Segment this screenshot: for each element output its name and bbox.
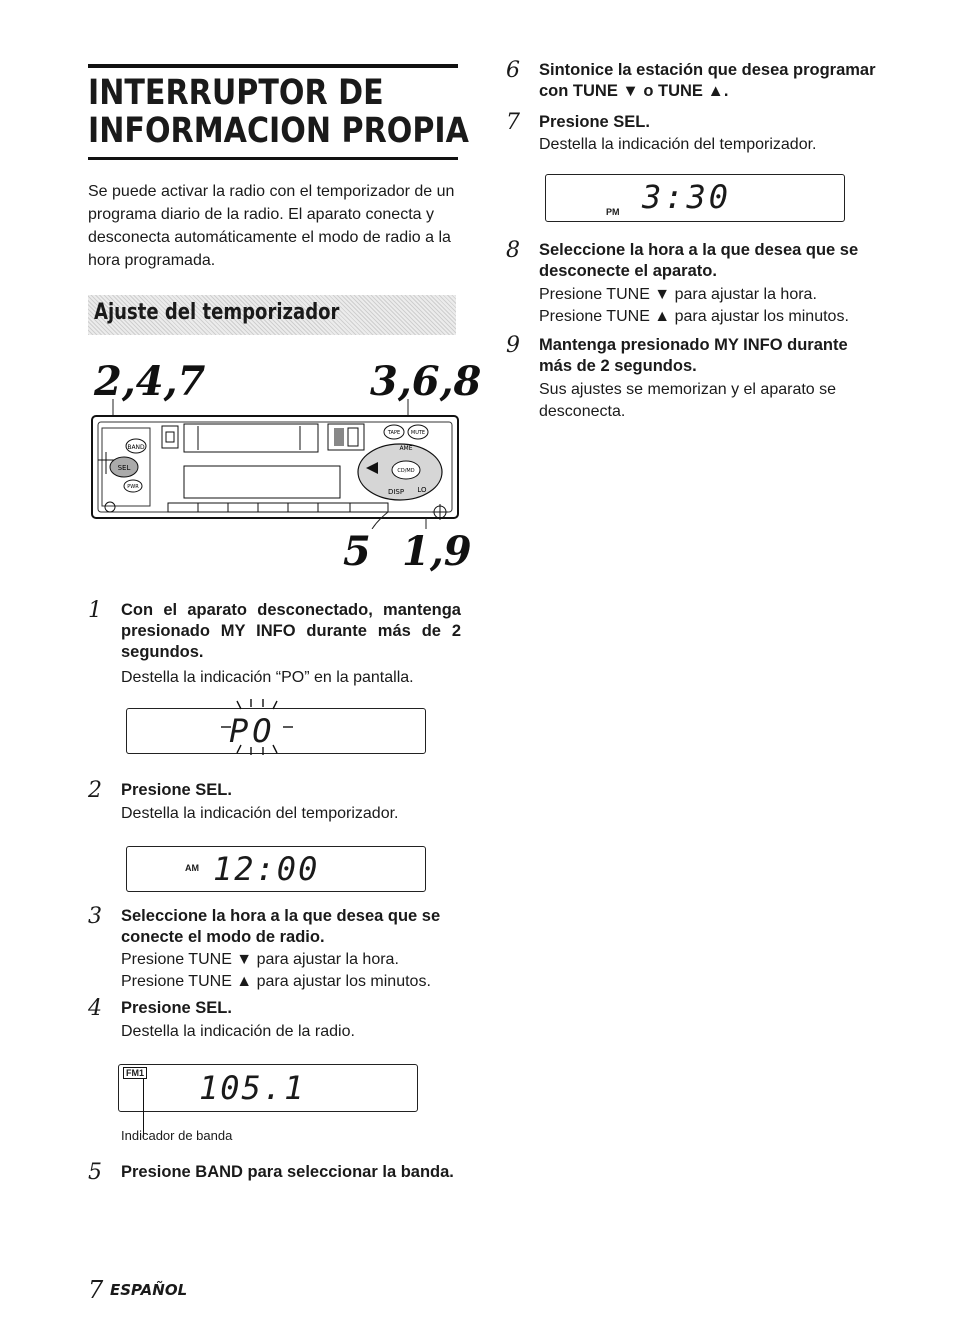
- display-step-1: [126, 708, 426, 754]
- step-8-line-2: Presione TUNE ▲ para ajustar los minutos.: [539, 308, 849, 325]
- step-2-text: Destella la indicación del temporizador.: [121, 805, 399, 822]
- step-3-number: 3: [88, 904, 102, 929]
- step-3-line-1: Presione TUNE ▼ para ajustar la hora.: [121, 951, 399, 968]
- step-5-number: 5: [88, 1160, 102, 1185]
- step-4-text: Destella la indicación de la radio.: [121, 1023, 355, 1040]
- callout-top-left: 2,4,7: [94, 358, 206, 405]
- svg-text:TAPE: TAPE: [387, 430, 401, 436]
- step-2-number: 2: [88, 778, 102, 803]
- step-3-text: [121, 949, 466, 993]
- page-title-line-1: INTERRUPTOR DE: [88, 73, 384, 113]
- step-9-text: Sus ajustes se memorizan y el aparato se desconecta.: [539, 381, 837, 420]
- page-language: ESPAÑOL: [110, 1281, 188, 1299]
- section-heading: [88, 295, 456, 335]
- title-bottom-rule: [88, 157, 458, 160]
- svg-text:DISP: DISP: [387, 488, 405, 496]
- step-7-text: Destella la indicación del temporizador.: [539, 136, 817, 153]
- svg-text:LO: LO: [417, 486, 427, 494]
- step-3-heading: Seleccione la hora a la que desea que se conecte el modo de radio.: [121, 907, 441, 946]
- display-step-2: [126, 846, 426, 892]
- step-4-number: 4: [88, 996, 102, 1021]
- band-indicator-text: FM1: [126, 1068, 144, 1078]
- step-7-heading: Presione SEL.: [539, 113, 650, 131]
- step-9-number: 9: [506, 333, 520, 358]
- step-5-heading: Presione BAND para seleccionar la banda.: [121, 1163, 454, 1181]
- page-title: [88, 73, 469, 151]
- svg-text:BAND: BAND: [127, 444, 145, 451]
- step-4-heading: Presione SEL.: [121, 999, 232, 1017]
- step-9-heading: Mantenga presionado MY INFO durante más de 2 segundos.: [539, 336, 848, 375]
- step-8-heading: Seleccione la hora a la que desea que se desconecte el aparato.: [539, 241, 859, 280]
- display-step-2-value: 12:00: [213, 850, 320, 888]
- band-indicator-badge: [123, 1067, 147, 1079]
- callout-top-right: 3,6,8: [370, 358, 482, 405]
- radio-faceplate-diagram: [88, 394, 463, 529]
- step-8-line-1: Presione TUNE ▼ para ajustar la hora.: [539, 286, 817, 303]
- display-step-4: [118, 1064, 418, 1112]
- callout-bottom-right: 1,9: [402, 528, 472, 575]
- step-7-number: 7: [506, 110, 520, 135]
- callout-bottom-left: 5: [343, 528, 371, 575]
- step-1-heading: Con el aparato desconectado, mantenga presionado MY INFO durante más de 2 segundos.: [121, 601, 461, 661]
- display-step-7-indicator: PM: [606, 207, 620, 217]
- page-number: 7: [88, 1276, 104, 1304]
- display-step-7: [545, 174, 845, 222]
- band-indicator-caption: Indicador de banda: [121, 1128, 233, 1143]
- step-6-number: 6: [506, 58, 520, 83]
- display-step-2-indicator: AM: [185, 863, 199, 873]
- step-6-heading: Sintonice la estación que desea programar con TUNE ▼ o TUNE ▲.: [539, 61, 876, 100]
- display-step-1-value: PO: [229, 712, 276, 750]
- svg-text:CD/MD: CD/MD: [397, 468, 415, 474]
- display-step-7-value: 3:30: [642, 178, 732, 216]
- svg-text:MUTE: MUTE: [410, 430, 426, 436]
- display-step-4-value: 105.1: [199, 1069, 306, 1107]
- step-2-heading: Presione SEL.: [121, 781, 232, 799]
- svg-text:PWR: PWR: [127, 484, 139, 490]
- step-1-text: Destella la indicación “PO” en la pantalla.: [121, 669, 414, 686]
- step-8-text: [539, 284, 884, 328]
- step-3-line-2: Presione TUNE ▲ para ajustar los minutos.: [121, 973, 431, 990]
- intro-paragraph: Se puede activar la radio con el temporizador de un programa diario de la radio. El aparato conecta y desconecta automáticamente el modo de radio a la hora programada.: [88, 183, 455, 269]
- step-8-number: 8: [506, 238, 520, 263]
- svg-text:AME: AME: [399, 445, 413, 452]
- section-heading-text: Ajuste del temporizador: [94, 300, 340, 325]
- title-top-rule: [88, 64, 458, 68]
- svg-text:SEL: SEL: [117, 464, 131, 472]
- page-title-line-2: INFORMACION PROPIA: [88, 111, 469, 151]
- step-1-number: 1: [88, 598, 102, 623]
